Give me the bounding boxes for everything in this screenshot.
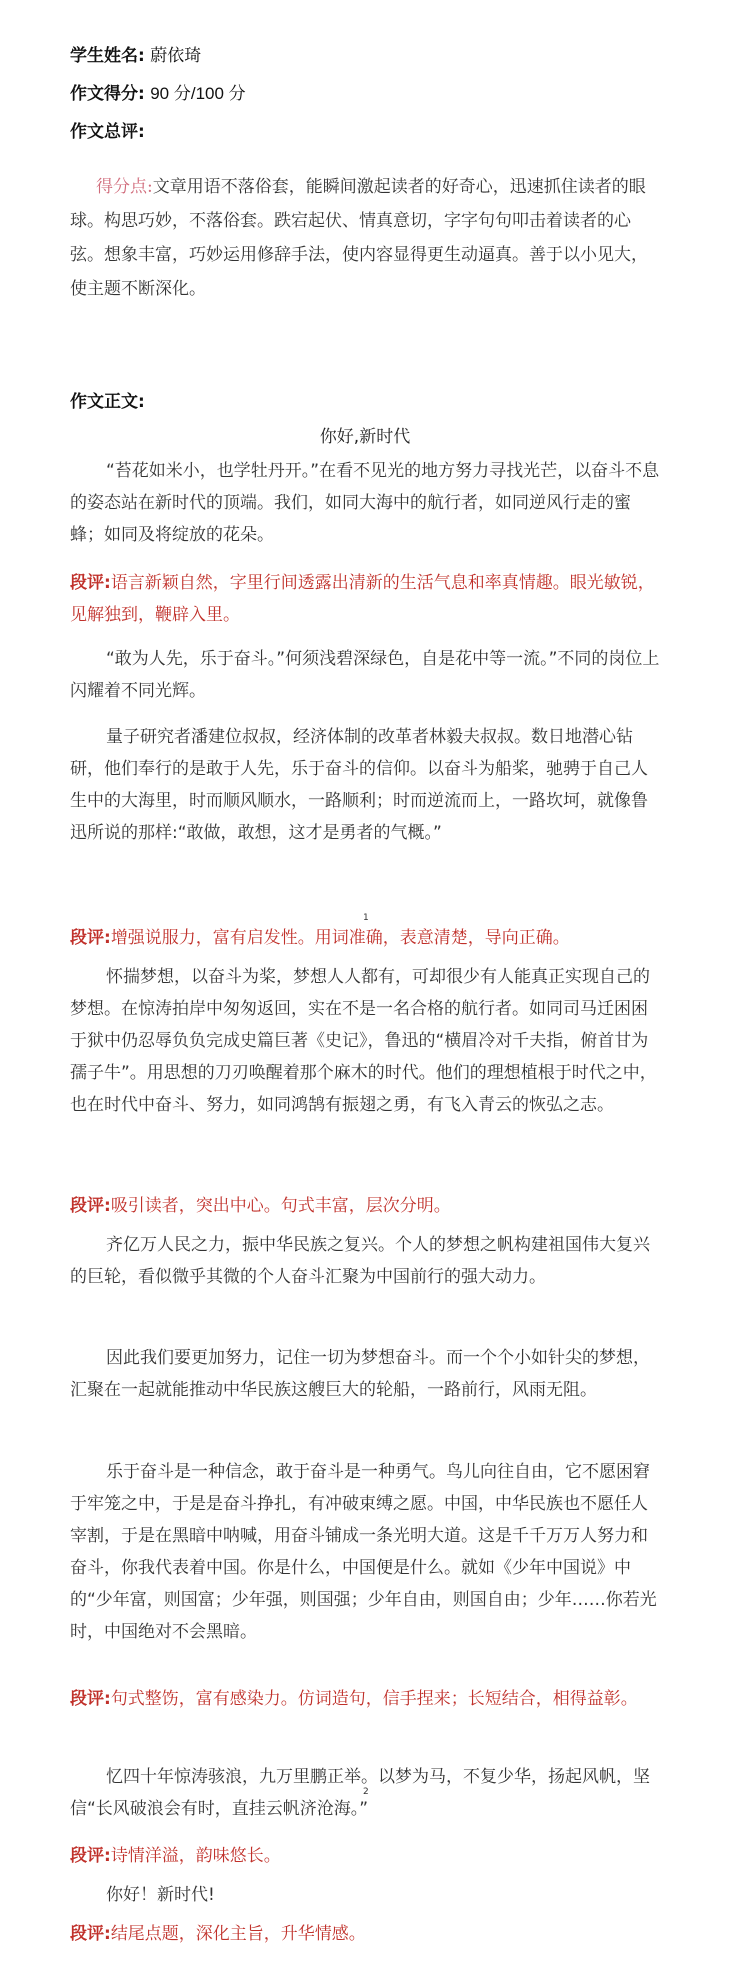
score-label: 作文得分:	[70, 84, 145, 104]
comment-text: 诗情洋溢，韵味悠长。	[110, 1846, 281, 1866]
comment-6	[70, 1918, 660, 1950]
paragraph-8: 忆四十年惊涛骇浪，九万里鹏正举。以梦为马，不复少华，扬起风帆，坚信“长风破浪会有时，直挂云帆济沧海。”	[70, 1767, 650, 1819]
score-line	[70, 83, 246, 105]
comment-label: 段评:	[70, 1924, 111, 1944]
paragraph-7: 乐于奋斗是一种信念，敢于奋斗是一种勇气。鸟儿向往自由，它不愿困窘于牢笼之中，于是是奋斗挣扎，有冲破束缚之愿。中国，中华民族也不愿任人宰割，于是在黑暗中呐喊，用奋斗铺成一条光明大道。这是千千万万人努力和奋斗，你我代表着中国。你是什么，中国便是什么。就如《少年中国说》中的“少年富，则国富；少年强，则国强；少年自由，则国自由；少年……你若光时，中国绝对不会黑暗。	[70, 1462, 657, 1642]
comment-2	[70, 922, 660, 954]
comment-label: 段评:	[70, 1689, 111, 1709]
comment-label: 段评:	[70, 573, 111, 593]
paragraph-9: 你好！新时代!	[106, 1885, 215, 1905]
student-name-label: 学生姓名:	[70, 46, 145, 66]
comment-text: 结尾点题，深化主旨，升华情感。	[110, 1924, 366, 1944]
summary-text	[70, 170, 660, 306]
comment-text: 吸引读者，突出中心。句式丰富，层次分明。	[110, 1196, 451, 1216]
comment-3	[70, 1190, 660, 1222]
summary-highlight-label: 得分点:	[96, 177, 153, 197]
summary-body: 文章用语不落俗套，能瞬间激起读者的好奇心，迅速抓住读者的眼球。构思巧妙，不落俗套。跌宕起伏、情真意切，字字句句叩击着读者的心弦。想象丰富，巧妙运用修辞手法，使内容显得更生动逼真。善于以小见大，使主题不断深化。	[70, 177, 648, 299]
footnote-marker-1: 1	[363, 913, 369, 923]
comment-text: 语言新颖自然，字里行间透露出清新的生活气息和率真情趣。眼光敏锐，见解独到，鞭辟入里。	[70, 573, 655, 625]
comment-label: 段评:	[70, 1846, 111, 1866]
review-label: 作文总评:	[70, 122, 145, 142]
score-value: 90 分/100 分	[150, 84, 246, 103]
paragraph-5: 齐亿万人民之力，振中华民族之复兴。个人的梦想之帆构建祖国伟大复兴的巨轮，看似微乎其微的个人奋斗汇聚为中国前行的强大动力。	[70, 1235, 650, 1287]
paragraph-4: 怀揣梦想，以奋斗为桨，梦想人人都有，可却很少有人能真正实现自己的梦想。在惊涛拍岸中匆匆返回，实在不是一名合格的航行者。如同司马迁困困于狱中仍忍辱负负完成史篇巨著《史记》，鲁迅的“横眉冷对千夫指，俯首甘为孺子牛”。用思想的刀刃唤醒着那个麻木的时代。他们的理想植根于时代之中，也在时代中奋斗、努力，如同鸿鹄有振翅之勇，有飞入青云的恢弘之志。	[70, 967, 657, 1115]
paragraph-1: “苔花如米小，也学牡丹开。”在看不见光的地方努力寻找光芒，以奋斗不息的姿态站在新时代的顶端。我们，如同大海中的航行者，如同逆风行走的蜜蜂；如同及将绽放的花朵。	[70, 461, 660, 545]
comment-text: 增强说服力，富有启发性。用词准确，表意清楚，导向正确。	[110, 928, 570, 948]
body-label: 作文正文:	[70, 392, 145, 412]
comment-4	[70, 1683, 660, 1715]
paragraph-6: 因此我们要更加努力，记住一切为梦想奋斗。而一个个小如针尖的梦想，汇聚在一起就能推动中华民族这艘巨大的轮船，一路前行，风雨无阻。	[70, 1348, 650, 1400]
comment-text: 句式整饬，富有感染力。仿词造句，信手捏来；长短结合，相得益彰。	[110, 1689, 638, 1709]
review-line	[70, 121, 145, 143]
essay-title: 你好,新时代	[319, 427, 411, 447]
footnote-marker-2: 2	[363, 1787, 369, 1797]
paragraph-3: 量子研究者潘建位叔叔，经济体制的改革者林毅夫叔叔。数日地潜心钻研，他们奉行的是敢于人先，乐于奋斗的信仰。以奋斗为船桨，驰骋于自己人生中的大海里，时而顺风顺水，一路顺利；时而逆流而上，一路坎坷，就像鲁迅所说的那样:“敢做，敢想，这才是勇者的气概。”	[70, 727, 648, 843]
comment-5	[70, 1840, 660, 1872]
comment-1	[70, 567, 660, 631]
student-name: 蔚依琦	[150, 46, 202, 66]
comment-label: 段评:	[70, 1196, 111, 1216]
student-name-line	[70, 45, 201, 67]
comment-label: 段评:	[70, 928, 111, 948]
paragraph-2: “敢为人先，乐于奋斗。”何须浅碧深绿色，自是花中等一流。”不同的岗位上闪耀着不同光辉。	[70, 649, 660, 701]
